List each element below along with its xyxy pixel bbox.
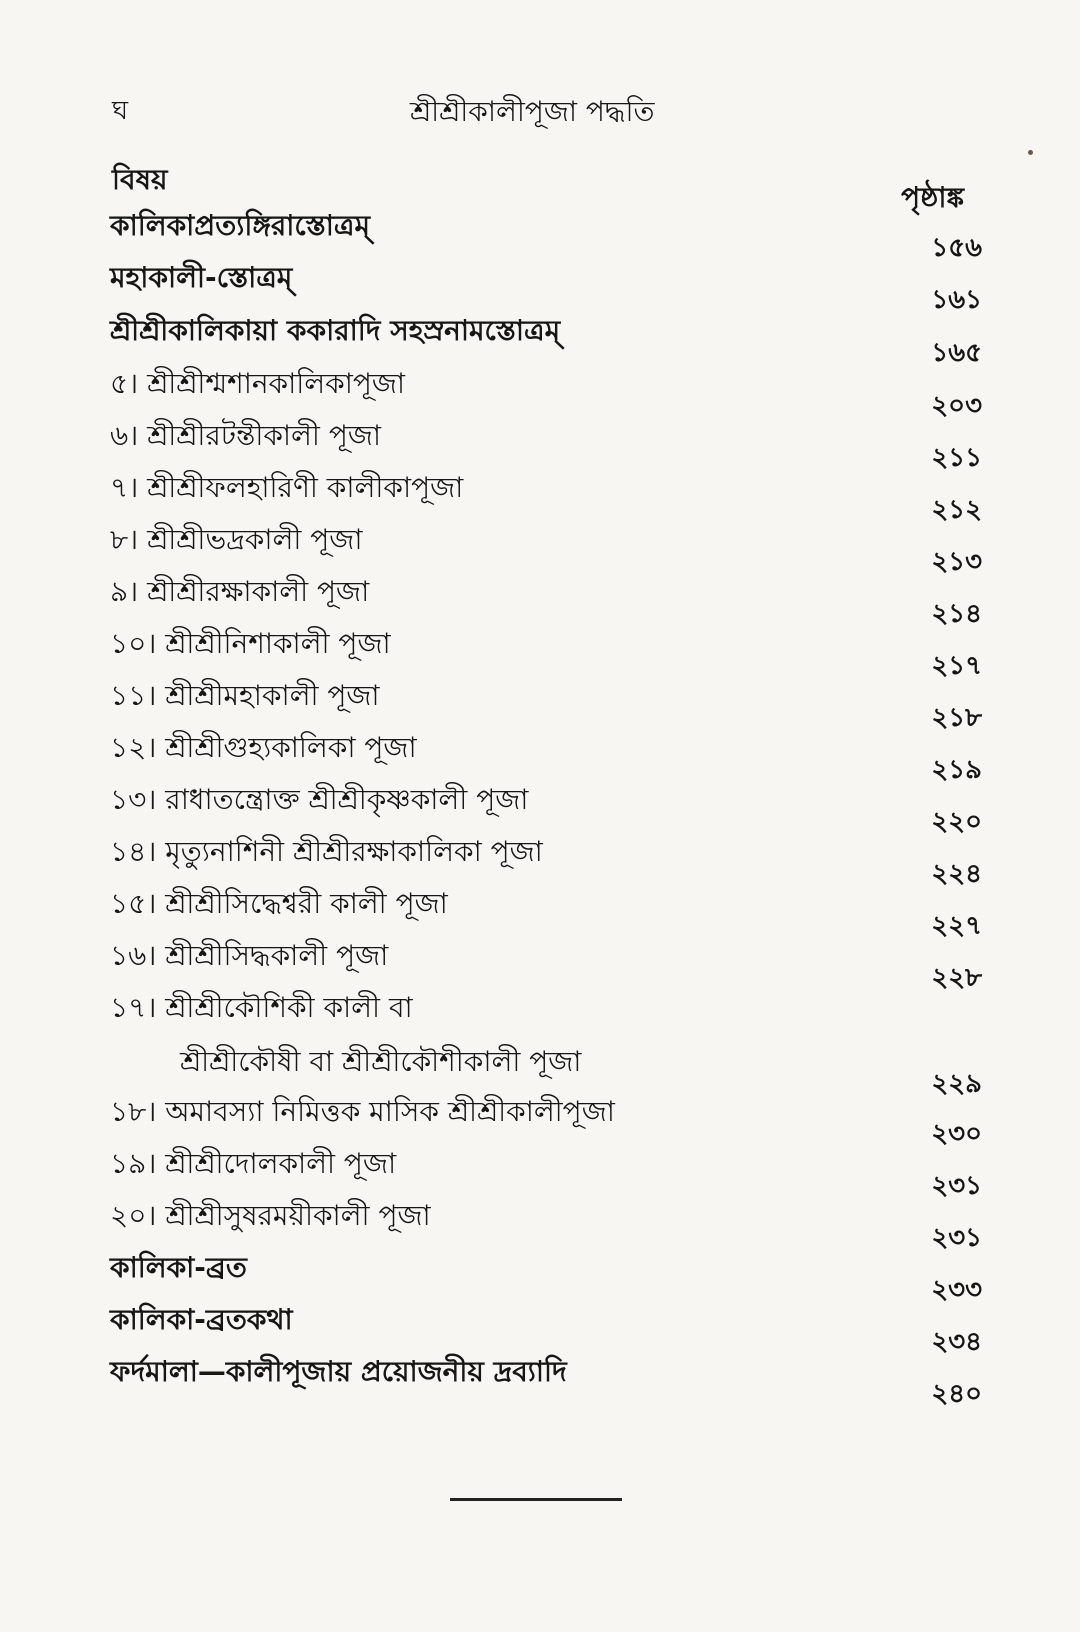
toc-entry xyxy=(110,1302,982,1357)
toc-entry-title: ১৪। মৃত্যুনাশিনী শ্রীশ্রীরক্ষাকালিকা পূজা xyxy=(110,835,543,868)
toc-entry-page: ২১৭ xyxy=(931,651,982,681)
toc-entry-title: ১৬। শ্রীশ্রীসিদ্ধকালী পূজা xyxy=(110,939,389,972)
toc-entry-page: ২২০ xyxy=(931,807,982,837)
toc-entry-title: ১৫। শ্রীশ্রীসিদ্ধেশ্বরী কালী পূজা xyxy=(110,887,448,920)
toc-entry xyxy=(110,366,982,421)
toc-entry xyxy=(110,782,982,837)
toc-entry-page: ২১৪ xyxy=(931,599,982,629)
toc-entry xyxy=(110,678,982,733)
toc-entry xyxy=(110,470,982,525)
toc-entry-page: ২১১ xyxy=(931,443,982,473)
page-letter: ঘ xyxy=(112,96,129,126)
toc-entry-page: ২২৯ xyxy=(931,1069,982,1099)
toc-entry-title: ৫। শ্রীশ্রীশ্মশানকালিকাপূজা xyxy=(110,367,406,400)
toc-entry-title: মহাকালী-স্তোত্রম্ xyxy=(110,261,293,294)
toc-entry-page: ২৩০ xyxy=(931,1119,982,1149)
toc-entry-page: ২৩১ xyxy=(931,1223,982,1253)
column-heading-subject: বিষয় xyxy=(112,163,168,196)
toc-entry xyxy=(110,834,982,889)
toc-entry xyxy=(110,522,982,577)
toc-entry xyxy=(110,208,982,263)
toc-entry xyxy=(110,313,982,368)
toc-entry-page: ২২৭ xyxy=(931,911,982,941)
toc-entry-page: ১৬৫ xyxy=(931,338,982,368)
toc-entry-title: ১৭। শ্রীশ্রীকৌশিকী কালী বা xyxy=(110,991,413,1024)
toc-entry-page: ২৪০ xyxy=(931,1379,982,1409)
toc-entry-page: ২৩৩ xyxy=(931,1275,982,1305)
toc-entry-title: ১২। শ্রীশ্রীগুহ্যকালিকা পূজা xyxy=(110,731,417,764)
toc-entry-page: ২২৪ xyxy=(931,859,982,889)
toc-entry-title: ৮। শ্রীশ্রীভদ্রকালী পূজা xyxy=(110,523,363,556)
toc-entry-title-continued: শ্রীশ্রীকৌষী বা শ্রীশ্রীকৌশীকালী পূজা xyxy=(180,1045,582,1078)
toc-entry-title: ৬। শ্রীশ্রীরটন্তীকালী পূজা xyxy=(110,419,382,452)
toc-entry-title: কালিকাপ্রত্যঙ্গিরাস্তোত্রম্ xyxy=(110,209,371,242)
toc-entry-title: ৭। শ্রীশ্রীফলহারিণী কালীকাপূজা xyxy=(110,471,464,504)
toc-entry xyxy=(110,1146,982,1201)
toc-entry xyxy=(110,418,982,473)
toc-entry-page: ১৫৬ xyxy=(931,233,982,263)
toc-entry-title: ১৯। শ্রীশ্রীদোলকালী পূজা xyxy=(110,1147,397,1180)
ink-speck xyxy=(1028,150,1033,155)
toc-entry-title: ১৩। রাধাতন্ত্রোক্ত শ্রীশ্রীকৃষ্ণকালী পূজা xyxy=(110,783,529,816)
toc-entry-page: ২৩১ xyxy=(931,1171,982,1201)
toc-entry xyxy=(110,1198,982,1253)
toc-entry-page: ২১৮ xyxy=(931,703,982,733)
toc-entry-title: ১৮। অমাবস্যা নিমিত্তক মাসিক শ্রীশ্রীকালীপূজা xyxy=(110,1095,615,1128)
toc-entry-page: ১৬১ xyxy=(931,285,982,315)
toc-entry-title: ২০। শ্রীশ্রীসুষরময়ীকালী পূজা xyxy=(110,1199,431,1232)
toc-entry-title: ৯। শ্রীশ্রীরক্ষাকালী পূজা xyxy=(110,575,370,608)
toc-entry xyxy=(110,626,982,681)
toc-entry xyxy=(110,938,982,993)
toc-entry-page: ২২৮ xyxy=(931,963,982,993)
toc-entry-page: ২১২ xyxy=(931,495,982,525)
toc-entry xyxy=(110,730,982,785)
toc-entry-title: ফর্দমালা—কালীপূজায় প্রয়োজনীয় দ্রব্যাদি xyxy=(110,1355,567,1388)
toc-entry-page: ২৩৪ xyxy=(931,1327,982,1357)
toc-entry-title: শ্রীশ্রীকালিকায়া ককারাদি সহস্রনামস্তোত্রম্ xyxy=(110,314,561,347)
running-header-title: শ্রীশ্রীকালীপূজা পদ্ধতি xyxy=(410,95,655,128)
toc-entry-page: ২১৯ xyxy=(931,755,982,785)
toc-entry xyxy=(110,574,982,629)
toc-entry xyxy=(110,1250,982,1305)
toc-entry-page: ২১৩ xyxy=(931,547,982,577)
end-rule xyxy=(450,1498,622,1501)
toc-entry-title: কালিকা-ব্রত xyxy=(110,1251,247,1284)
toc-entry-title: ১১। শ্রীশ্রীমহাকালী পূজা xyxy=(110,679,380,712)
toc-entry xyxy=(110,260,982,315)
toc-entry xyxy=(110,1354,982,1409)
toc-entry xyxy=(110,886,982,941)
toc-entry xyxy=(110,990,982,1099)
toc-entry-page: ২০৩ xyxy=(931,391,982,421)
toc-entry xyxy=(110,1094,982,1149)
column-heading-page: পৃষ্ঠাঙ্ক xyxy=(901,181,964,214)
toc-entry-title: ১০। শ্রীশ্রীনিশাকালী পূজা xyxy=(110,627,391,660)
toc-entry-title: কালিকা-ব্রতকথা xyxy=(110,1303,293,1336)
